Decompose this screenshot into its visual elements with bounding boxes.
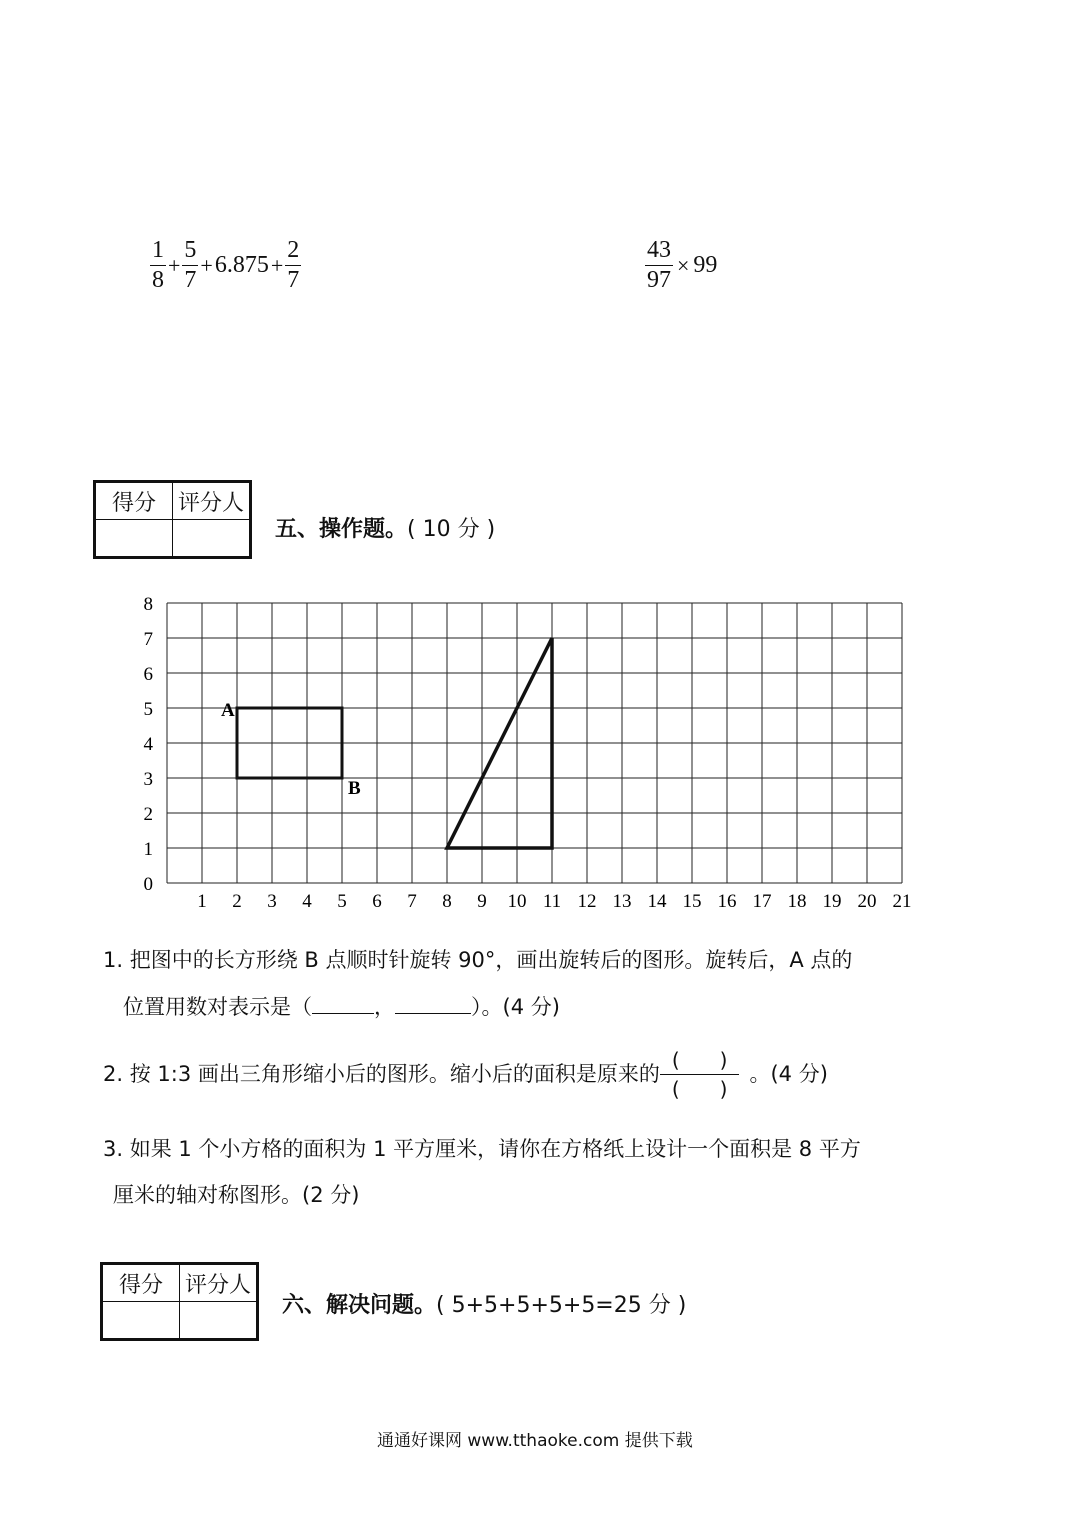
times-operator: × [677,252,690,278]
x-tick-label: 2 [232,891,242,912]
x-tick-label: 13 [612,891,632,912]
expression-left [150,238,301,293]
grader-header: 评分人 [173,482,251,520]
section5-title: 五、操作题。( 10 分 ) [275,517,496,542]
x-tick-label: 7 [407,891,417,912]
y-tick-label: 8 [143,594,153,615]
x-tick-label: 12 [577,891,597,912]
x-tick-label: 3 [267,891,277,912]
y-tick-label: 4 [143,734,153,755]
y-tick-label: 7 [143,629,153,650]
score-cell[interactable] [95,520,173,558]
y-tick-label: 0 [143,874,153,895]
score-cell[interactable] [102,1302,180,1340]
grader-cell[interactable] [173,520,251,558]
score-header: 得分 [102,1264,180,1302]
point-b-label: B [348,778,361,799]
x-tick-label: 15 [682,891,702,912]
score-header: 得分 [95,482,173,520]
answer-fraction-blank[interactable]: $\frac{( )}{( )}$ [660,1048,740,1101]
question-3-line-2: 厘米的轴对称图形。(2 分) [113,1183,360,1207]
x-tick-label: 18 [787,891,807,912]
fraction: $\frac{43}{97}$ [647,237,671,294]
footer-text: 通通好课网 www.tthaoke.com 提供下载 [377,1431,693,1451]
answer-blank-y[interactable] [395,995,471,1014]
question-1-line-1: 1. 把图中的长方形绕 B 点顺时针旋转 90°，画出旋转后的图形。旋转后，A 点的 [103,948,853,972]
x-tick-label: 10 [507,891,527,912]
point-a-label: A [221,700,235,721]
y-tick-label: 3 [143,769,153,790]
x-tick-label: 5 [337,891,347,912]
plus-operator: + [270,252,284,278]
x-tick-label: 6 [372,891,382,912]
grader-header: 评分人 [180,1264,258,1302]
y-axis-labels [144,594,154,895]
fraction: $\frac{1}{8}$ [152,237,164,294]
fraction: $\frac{5}{7}$ [184,237,197,294]
x-tick-label: 14 [647,891,667,912]
question-3-line-1: 3. 如果 1 个小方格的面积为 1 平方厘米，请你在方格纸上设计一个面积是 8 平方 [103,1137,861,1161]
fraction: $\frac{2}{7}$ [287,237,300,294]
x-axis-labels [197,891,911,912]
y-tick-label: 2 [143,804,153,825]
plus-operator: + [200,252,213,278]
x-tick-label: 1 [197,891,207,912]
decimal-term: 6.875 [214,252,269,279]
coordinate-grid [130,590,930,920]
question-1-line-2: 位置用数对表示是（ ， ）。(4 分) [123,995,560,1019]
plus-operator: + [168,252,181,278]
section6-title: 六、解决问题。( 5+5+5+5+5=25 分 ) [282,1293,687,1318]
score-table-section6 [100,1262,259,1341]
x-tick-label: 19 [822,891,842,912]
x-tick-label: 20 [857,891,877,912]
y-tick-label: 1 [143,839,153,860]
integer-term: 99 [693,252,718,279]
answer-blank-x[interactable] [312,995,374,1014]
x-tick-label: 8 [442,891,452,912]
x-tick-label: 17 [752,891,772,912]
x-tick-label: 9 [477,891,487,912]
x-tick-label: 21 [892,891,912,912]
x-tick-label: 11 [542,891,562,912]
expression-right [645,238,717,293]
x-tick-label: 16 [717,891,737,912]
y-tick-label: 6 [143,664,153,685]
y-tick-label: 5 [143,699,153,720]
x-tick-label: 4 [302,891,312,912]
score-table-section5 [93,480,252,559]
question-2: 2. 按 1:3 画出三角形缩小后的图形。缩小后的面积是原来的 $\frac{( )}{( )}$ 。(4 分) [103,1048,828,1101]
grid-lines [167,603,902,883]
grader-cell[interactable] [180,1302,258,1340]
